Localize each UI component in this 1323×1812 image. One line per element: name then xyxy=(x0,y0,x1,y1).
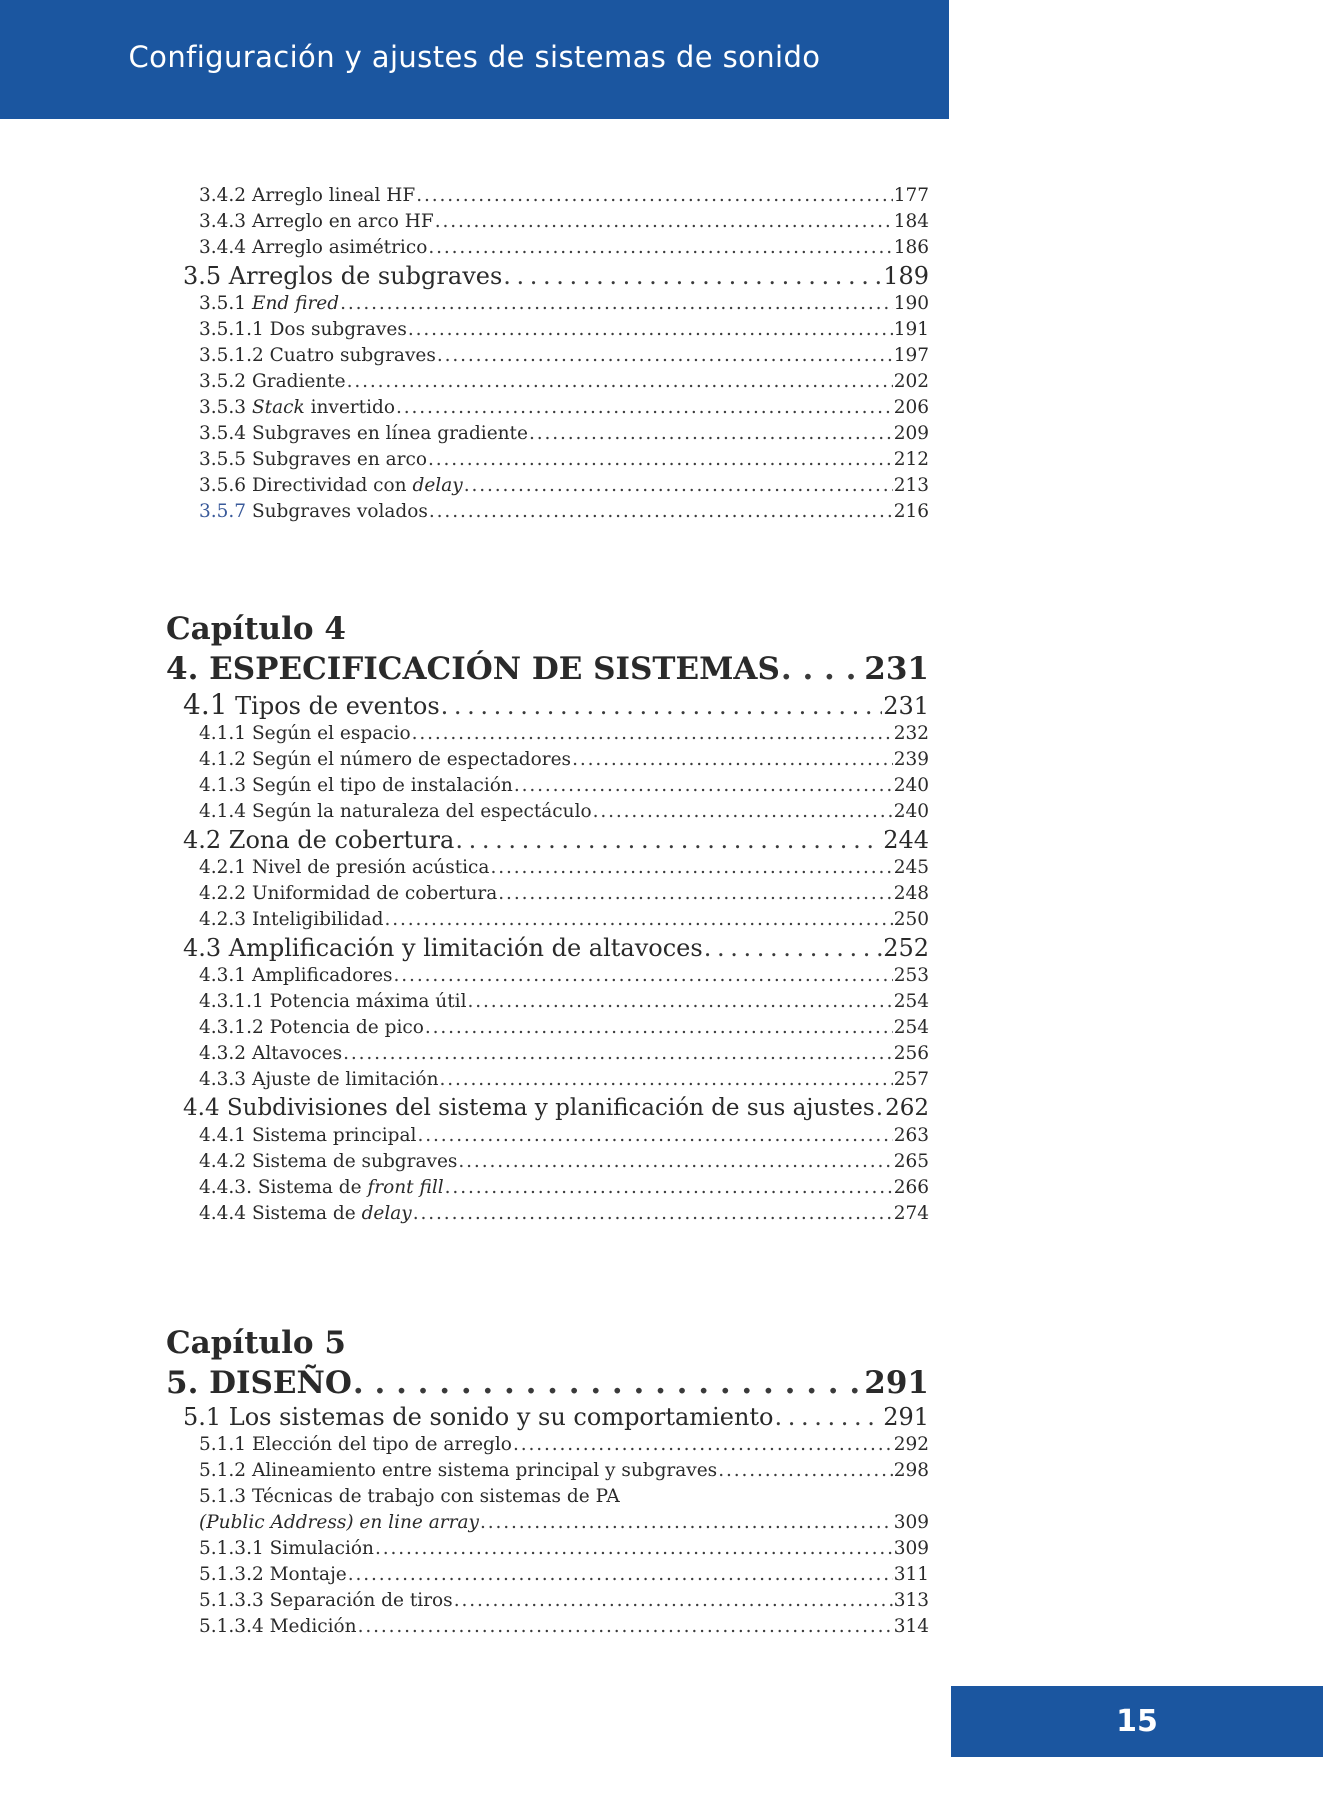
toc-entry-label: 4.4.3. Sistema de front fill xyxy=(199,1177,444,1198)
toc-entry-label: 4.1 Tipos de eventos xyxy=(183,688,440,721)
toc-entry-label: 4.1.2 Según el número de espectadores xyxy=(199,749,572,770)
toc-entry xyxy=(166,183,929,209)
toc-entry-page: 231 xyxy=(864,651,929,687)
toc-entry-page: 250 xyxy=(893,909,929,930)
toc-entry-label: 3.4.4 Arreglo asimétrico xyxy=(199,237,428,258)
toc-entry-page: 184 xyxy=(893,211,929,232)
toc-section-entry xyxy=(166,933,929,963)
toc-entry-page: 240 xyxy=(893,801,929,822)
toc-entry-label: 4.4.4 Sistema de delay xyxy=(199,1203,412,1224)
running-header-title: Configuración y ajustes de sistemas de sonido xyxy=(128,40,821,74)
toc-entry-page: 232 xyxy=(893,723,929,744)
toc-entry xyxy=(166,395,929,421)
toc-entry xyxy=(166,747,929,773)
toc-entry xyxy=(166,317,929,343)
toc-entry-page: 240 xyxy=(893,775,929,796)
toc-entry-page: 197 xyxy=(893,345,929,366)
toc-entry-page: 189 xyxy=(883,262,929,290)
toc-entry-label: 3.5 Arreglos de subgraves xyxy=(183,262,503,290)
toc-entry xyxy=(166,1536,929,1562)
toc-entry-page: 209 xyxy=(893,423,929,444)
toc-entry xyxy=(166,1432,929,1458)
toc-entry-label: 5.1.3 Técnicas de trabajo con sistemas de PA xyxy=(199,1486,620,1507)
toc-entry-page: 190 xyxy=(893,293,929,314)
toc-entry xyxy=(166,1149,929,1175)
toc-entry xyxy=(166,799,929,825)
toc-entry-page: 239 xyxy=(893,749,929,770)
toc-entry xyxy=(166,209,929,235)
toc-entry-page: 265 xyxy=(893,1151,929,1172)
toc-entry-label: 4.3.1.1 Potencia máxima útil xyxy=(199,991,467,1012)
toc-entry xyxy=(166,963,929,989)
toc-entry-label: 5.1.3.4 Medición xyxy=(199,1616,357,1637)
toc-entry-label: 3.4.2 Arreglo lineal HF xyxy=(199,185,416,206)
toc-entry-page: 202 xyxy=(893,371,929,392)
toc-entry-page: 254 xyxy=(893,1017,929,1038)
toc-chapter-4 xyxy=(166,610,929,1227)
toc-entry xyxy=(166,473,929,499)
toc-entry-label: 3.5.2 Gradiente xyxy=(199,371,346,392)
toc-entry-label: 3.5.1.2 Cuatro subgraves xyxy=(199,345,436,366)
toc-entry xyxy=(166,721,929,747)
toc-entry-label: 3.5.7 Subgraves volados xyxy=(199,501,428,522)
toc-entry-page: 309 xyxy=(893,1538,929,1559)
toc-chapter-5 xyxy=(166,1324,929,1640)
toc-entry-page: 298 xyxy=(893,1460,929,1481)
chapter-label: Capítulo 5 xyxy=(166,1325,346,1361)
toc-entry-page: 314 xyxy=(893,1616,929,1637)
toc-entry-label: 5.1.1 Elección del tipo de arreglo xyxy=(199,1434,512,1455)
toc-entry-page: 244 xyxy=(883,826,929,854)
toc-entry-page: 186 xyxy=(893,237,929,258)
toc-entry-label: (Public Address) en line array xyxy=(199,1512,479,1533)
toc-entry-label: 4.2 Zona de cobertura xyxy=(183,826,455,854)
toc-entry xyxy=(166,1067,929,1093)
toc-entry xyxy=(166,1510,929,1536)
toc-section-entry xyxy=(166,1402,929,1432)
toc-entry xyxy=(166,235,929,261)
toc-entry-label: 5.1.3.2 Montaje xyxy=(199,1564,347,1585)
toc-entry xyxy=(166,447,929,473)
header-bar xyxy=(0,0,949,119)
toc-entry-label: 3.5.4 Subgraves en línea gradiente xyxy=(199,423,528,444)
page-number-tab xyxy=(951,1686,1323,1757)
toc-entry-page: 263 xyxy=(893,1125,929,1146)
toc-entry-page: 177 xyxy=(893,185,929,206)
toc-entry-label: 5.1.2 Alineamiento entre sistema principal y subgraves xyxy=(199,1460,718,1481)
toc-entry xyxy=(166,1175,929,1201)
toc-entry-page: 191 xyxy=(893,319,929,340)
toc-entry xyxy=(166,1588,929,1614)
toc-entry-page: 311 xyxy=(893,1564,929,1585)
toc-section-3-continued xyxy=(166,183,929,525)
toc-entry-label: 3.5.3 Stack invertido xyxy=(199,397,395,418)
toc-entry-label: 4.2.3 Inteligibilidad xyxy=(199,909,384,930)
toc-entry xyxy=(166,1201,929,1227)
toc-entry-page: 291 xyxy=(864,1365,929,1401)
toc-entry-label: 3.5.1 End fired xyxy=(199,293,340,314)
toc-entry-page: 252 xyxy=(883,934,929,962)
toc-entry xyxy=(166,1458,929,1484)
toc-entry-page: 253 xyxy=(893,965,929,986)
toc-entry-page: 254 xyxy=(893,991,929,1012)
toc-entry-label: 4.3.2 Altavoces xyxy=(199,1043,343,1064)
toc-entry-page: 245 xyxy=(893,857,929,878)
toc-entry-label: 4.1.4 Según la naturaleza del espectáculo xyxy=(199,801,592,822)
toc-entry-label: 5. DISEÑO xyxy=(166,1365,352,1401)
toc-entry-page: 309 xyxy=(893,1512,929,1533)
toc-entry-label: 3.5.5 Subgraves en arco xyxy=(199,449,427,470)
toc-entry-label: 4. ESPECIFICACIÓN DE SISTEMAS xyxy=(166,651,780,687)
toc-entry-page: 274 xyxy=(893,1203,929,1224)
toc-entry-page: 256 xyxy=(893,1043,929,1064)
toc-entry-label: 4.4.2 Sistema de subgraves xyxy=(199,1151,458,1172)
toc-entry-page: 231 xyxy=(883,692,929,720)
toc-entry xyxy=(166,773,929,799)
toc-entry xyxy=(166,1562,929,1588)
toc-entry xyxy=(166,1614,929,1640)
toc-entry-page: 291 xyxy=(883,1403,929,1431)
toc-entry-label: 4.3.3 Ajuste de limitación xyxy=(199,1069,439,1090)
toc-entry xyxy=(166,989,929,1015)
toc-entry-label: 5.1.3.3 Separación de tiros xyxy=(199,1590,453,1611)
toc-section-entry xyxy=(166,1093,929,1123)
toc-entry-page: 262 xyxy=(885,1095,929,1121)
toc-entry-page: 206 xyxy=(893,397,929,418)
toc-entry-label: 4.1.1 Según el espacio xyxy=(199,723,411,744)
toc-entry-label: 5.1.3.1 Simulación xyxy=(199,1538,374,1559)
page-number: 15 xyxy=(1116,1704,1158,1739)
toc-entry-label: 4.3.1.2 Potencia de pico xyxy=(199,1017,424,1038)
chapter-label: Capítulo 4 xyxy=(166,611,346,647)
toc-entry-label: 4.4.1 Sistema principal xyxy=(199,1125,417,1146)
toc-entry-label: 4.3.1 Amplificadores xyxy=(199,965,393,986)
toc-entry-label: 3.4.3 Arreglo en arco HF xyxy=(199,211,434,232)
toc-entry-page: 216 xyxy=(893,501,929,522)
toc-entry-page: 266 xyxy=(893,1177,929,1198)
toc-entry xyxy=(166,343,929,369)
toc-section-entry xyxy=(166,688,929,721)
toc-entry xyxy=(166,907,929,933)
toc-entry xyxy=(166,881,929,907)
toc-entry-label: 4.1.3 Según el tipo de instalación xyxy=(199,775,513,796)
toc-entry-page: 213 xyxy=(893,475,929,496)
toc-entry-page: 257 xyxy=(893,1069,929,1090)
toc-entry xyxy=(166,1015,929,1041)
toc-entry-label: 3.5.1.1 Dos subgraves xyxy=(199,319,407,340)
toc-entry xyxy=(166,1041,929,1067)
toc-entry-label: 4.4 Subdivisiones del sistema y planificación de sus ajustes xyxy=(183,1095,875,1121)
toc-entry xyxy=(166,1123,929,1149)
toc-section-entry xyxy=(166,261,929,291)
toc-entry xyxy=(166,291,929,317)
toc-entry-label: 4.2.2 Uniformidad de cobertura xyxy=(199,883,498,904)
toc-entry xyxy=(166,855,929,881)
toc-entry xyxy=(166,499,929,525)
toc-entry xyxy=(166,369,929,395)
toc-entry-label: 5.1 Los sistemas de sonido y su comportamiento xyxy=(183,1403,774,1431)
toc-entry-page: 248 xyxy=(893,883,929,904)
toc-entry-label: 3.5.6 Directividad con delay xyxy=(199,475,463,496)
toc-entry-page: 212 xyxy=(893,449,929,470)
toc-entry-label: 4.2.1 Nivel de presión acústica xyxy=(199,857,490,878)
toc-chapter-heading xyxy=(166,650,929,688)
toc-entry xyxy=(166,421,929,447)
toc-entry-label: 4.3 Amplificación y limitación de altavoces xyxy=(183,934,703,962)
toc-entry-page: 292 xyxy=(893,1434,929,1455)
toc-chapter-heading xyxy=(166,1364,929,1402)
toc-entry-page: 313 xyxy=(893,1590,929,1611)
toc-section-entry xyxy=(166,825,929,855)
